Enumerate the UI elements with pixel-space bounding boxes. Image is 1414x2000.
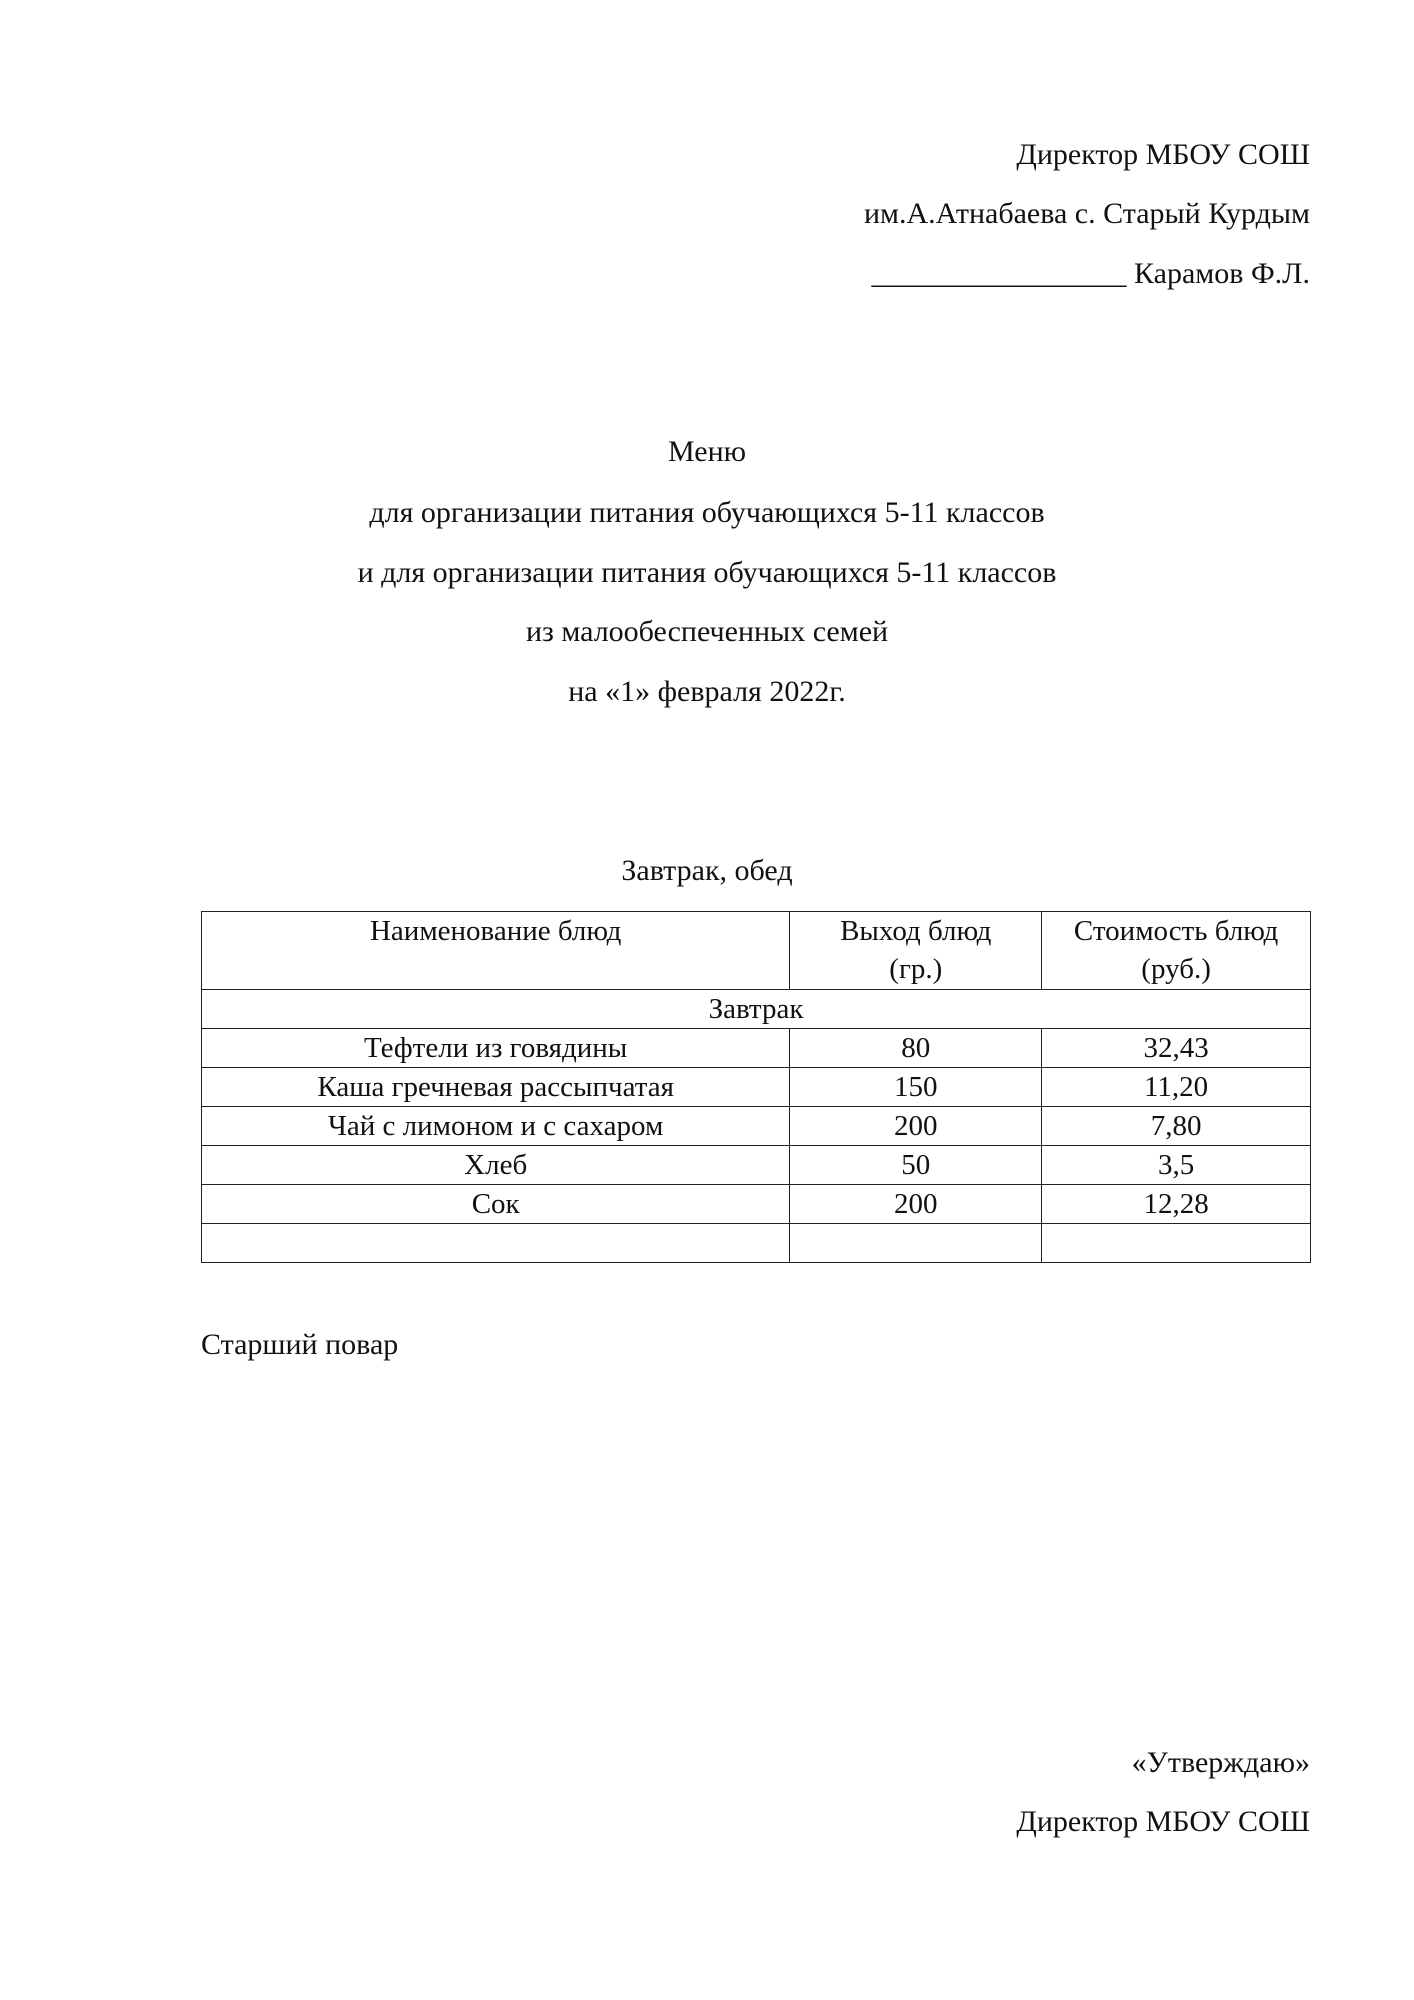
header-dish-name: Наименование блюд	[202, 912, 790, 990]
group-row	[202, 990, 1311, 1029]
title-line-1: Меню	[667, 435, 747, 468]
table-header-row	[202, 912, 1311, 990]
dish-cost: 7,80	[1042, 1107, 1311, 1146]
header-portion: Выход блюд (гр.)	[790, 912, 1042, 990]
empty-cell	[790, 1224, 1042, 1263]
title-line-2: для организации питания обучающихся 5-11 классов	[369, 496, 1045, 529]
title-line-5: на «1» февраля 2022г.	[568, 675, 846, 708]
table-row	[202, 1146, 1311, 1185]
dish-portion: 50	[790, 1146, 1042, 1185]
dish-cost: 12,28	[1042, 1185, 1311, 1224]
table-row	[202, 1029, 1311, 1068]
dish-cost: 11,20	[1042, 1068, 1311, 1107]
dish-cost: 3,5	[1042, 1146, 1311, 1185]
empty-cell	[1042, 1224, 1311, 1263]
title-line-3: и для организации питания обучающихся 5-11 классов	[357, 556, 1057, 589]
table-row	[202, 1185, 1311, 1224]
table-row	[202, 1107, 1311, 1146]
dish-name: Тефтели из говядины	[202, 1029, 790, 1068]
dish-name: Чай с лимоном и с сахаром	[202, 1107, 790, 1146]
header-line-3: _________________ Карамов Ф.Л.	[871, 257, 1310, 290]
empty-cell	[202, 1224, 790, 1263]
title-line-4: из малообеспеченных семей	[525, 615, 889, 648]
footer-line-2: Директор МБОУ СОШ	[1016, 1805, 1310, 1838]
header-line-1: Директор МБОУ СОШ	[1016, 138, 1310, 171]
group-label: Завтрак	[202, 990, 1311, 1029]
dish-portion: 200	[790, 1107, 1042, 1146]
dish-name: Хлеб	[202, 1146, 790, 1185]
header-line-2: им.А.Атнабаева с. Старый Курдым	[863, 197, 1310, 230]
footer-line-1: «Утверждаю»	[1131, 1746, 1310, 1779]
dish-name: Каша гречневая рассыпчатая	[202, 1068, 790, 1107]
dish-portion: 200	[790, 1185, 1042, 1224]
dish-portion: 80	[790, 1029, 1042, 1068]
menu-table	[201, 911, 1311, 1263]
empty-row	[202, 1224, 1311, 1263]
dish-name: Сок	[202, 1185, 790, 1224]
table-row	[202, 1068, 1311, 1107]
dish-cost: 32,43	[1042, 1029, 1311, 1068]
section-title: Завтрак, обед	[621, 854, 793, 887]
header-cost: Стоимость блюд (руб.)	[1042, 912, 1311, 990]
dish-portion: 150	[790, 1068, 1042, 1107]
signature-label: Старший повар	[201, 1328, 399, 1361]
